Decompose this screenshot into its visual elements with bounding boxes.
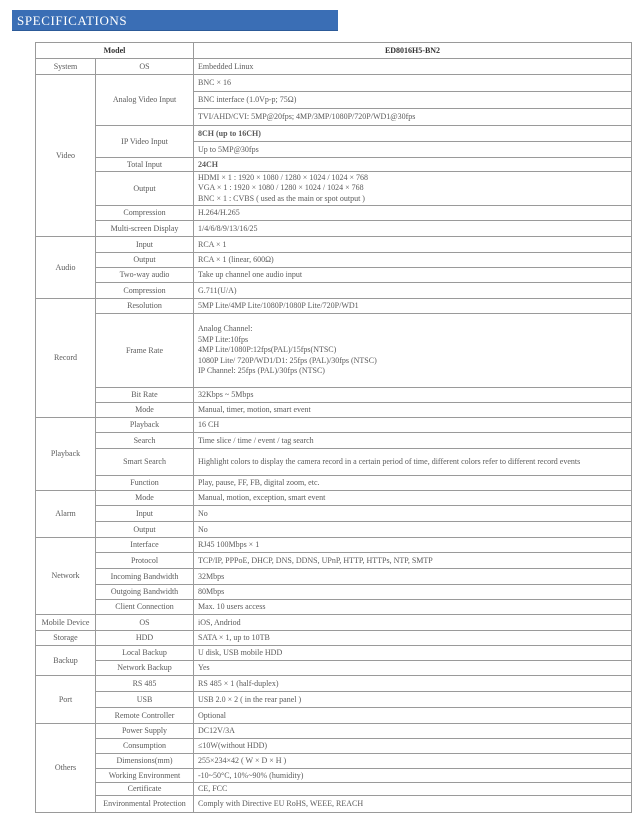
table-row (36, 221, 632, 237)
spec-value: iOS, Andriod (194, 615, 632, 631)
framerate-line: 4MP Lite/1080P:12fps(PAL)/15fps(NTSC) (198, 345, 337, 355)
spec-label: Output (96, 253, 194, 268)
spec-label: Two-way audio (96, 268, 194, 283)
table-row (36, 600, 632, 615)
spec-value: RS 485 × 1 (half-duplex) (194, 676, 632, 692)
spec-label: Working Environment (96, 769, 194, 783)
spec-label: Resolution (96, 299, 194, 314)
category-network: Network (36, 538, 96, 615)
table-row (36, 724, 632, 739)
spec-value: ≤10W(without HDD) (194, 739, 632, 754)
spec-value: RCA × 1 (linear, 600Ω) (194, 253, 632, 268)
spec-value: Play, pause, FF, FB, digital zoom, etc. (194, 476, 632, 491)
table-row (36, 769, 632, 783)
spec-label: Analog Video Input (96, 75, 194, 126)
spec-label: Protocol (96, 553, 194, 569)
table-row (36, 253, 632, 268)
spec-label: Input (96, 506, 194, 522)
spec-value: U disk, USB mobile HDD (194, 646, 632, 661)
table-row (36, 59, 632, 75)
table-row (36, 796, 632, 813)
spec-label: Frame Rate (96, 314, 194, 388)
spec-label: Total Input (96, 158, 194, 172)
output-line: VGA × 1 : 1920 × 1080 / 1280 × 1024 / 1024 × 768 (198, 183, 364, 193)
model-value: ED8016H5-BN2 (194, 43, 632, 59)
table-row (36, 615, 632, 631)
spec-label: Mode (96, 403, 194, 418)
spec-label: Smart Search (96, 449, 194, 476)
spec-label: Incoming Bandwidth (96, 569, 194, 585)
table-row (36, 403, 632, 418)
category-record: Record (36, 299, 96, 418)
framerate-line: 5MP Lite:10fps (198, 334, 249, 344)
spec-label: HDD (96, 631, 194, 646)
spec-value: 24CH (194, 158, 632, 172)
spec-label: Bit Rate (96, 388, 194, 403)
table-row (36, 569, 632, 585)
spec-label: Environmental Protection (96, 796, 194, 813)
spec-value: 8CH (up to 16CH) (194, 126, 632, 142)
table-header-row (36, 43, 632, 59)
category-storage: Storage (36, 631, 96, 646)
table-row (36, 299, 632, 314)
category-system: System (36, 59, 96, 75)
spec-value: No (194, 522, 632, 538)
spec-label: Consumption (96, 739, 194, 754)
spec-label: Function (96, 476, 194, 491)
spec-value: BNC interface (1.0Vp-p; 75Ω) (194, 92, 632, 109)
spec-value: TCP/IP, PPPoE, DHCP, DNS, DDNS, UPnP, HTTP, HTTPs, NTP, SMTP (194, 553, 632, 569)
spec-label: Compression (96, 206, 194, 221)
spec-value: Max. 10 users access (194, 600, 632, 615)
specifications-banner: SPECIFICATIONS (12, 10, 338, 31)
specifications-table (35, 42, 632, 813)
spec-value: Take up channel one audio input (194, 268, 632, 283)
spec-label: Network Backup (96, 661, 194, 676)
spec-label: RS 485 (96, 676, 194, 692)
spec-value: DC12V/3A (194, 724, 632, 739)
table-row (36, 418, 632, 433)
table-row (36, 314, 632, 388)
spec-label: Remote Controller (96, 708, 194, 724)
spec-label: Mode (96, 491, 194, 506)
spec-label: Power Supply (96, 724, 194, 739)
spec-value: 1/4/6/8/9/13/16/25 (194, 221, 632, 237)
table-row (36, 433, 632, 449)
spec-value: H.264/H.265 (194, 206, 632, 221)
framerate-line: Analog Channel: (198, 324, 253, 334)
spec-value: Manual, motion, exception, smart event (194, 491, 632, 506)
spec-label: Playback (96, 418, 194, 433)
spec-value: RCA × 1 (194, 237, 632, 253)
spec-value: Yes (194, 661, 632, 676)
table-row (36, 476, 632, 491)
spec-value: Highlight colors to display the camera record in a certain period of time, different colors refer to different record events (194, 449, 632, 476)
spec-value: Manual, timer, motion, smart event (194, 403, 632, 418)
category-backup: Backup (36, 646, 96, 676)
table-row (36, 237, 632, 253)
spec-label: Compression (96, 283, 194, 299)
spec-label: Local Backup (96, 646, 194, 661)
spec-value: 80Mbps (194, 585, 632, 600)
spec-value: TVI/AHD/CVI: 5MP@20fps; 4MP/3MP/1080P/720P/WD1@30fps (194, 109, 632, 126)
table-row (36, 631, 632, 646)
spec-label: Dimensions(mm) (96, 754, 194, 769)
spec-label: Multi-screen Display (96, 221, 194, 237)
spec-label: Certificate (96, 783, 194, 796)
category-playback: Playback (36, 418, 96, 491)
spec-label: USB (96, 692, 194, 708)
spec-value: 5MP Lite/4MP Lite/1080P/1080P Lite/720P/WD1 (194, 299, 632, 314)
table-row (36, 553, 632, 569)
table-row (36, 754, 632, 769)
spec-label: Input (96, 237, 194, 253)
spec-value: Optional (194, 708, 632, 724)
spec-value: Time slice / time / event / tag search (194, 433, 632, 449)
spec-label: Outgoing Bandwidth (96, 585, 194, 600)
table-row (36, 283, 632, 299)
table-row (36, 388, 632, 403)
spec-value: 32Kbps ~ 5Mbps (194, 388, 632, 403)
category-mobile-device: Mobile Device (36, 615, 96, 631)
category-audio: Audio (36, 237, 96, 299)
framerate-line: 1080P Lite/ 720P/WD1/D1: 25fps (PAL)/30fps (NTSC) (198, 355, 377, 365)
framerate-line: IP Channel: 25fps (PAL)/30fps (NTSC) (198, 366, 325, 376)
spec-value: USB 2.0 × 2 ( in the rear panel ) (194, 692, 632, 708)
spec-value: Embedded Linux (194, 59, 632, 75)
table-row (36, 708, 632, 724)
table-row (36, 206, 632, 221)
model-label: Model (36, 43, 194, 59)
category-alarm: Alarm (36, 491, 96, 538)
spec-label: OS (96, 59, 194, 75)
table-row (36, 268, 632, 283)
category-video: Video (36, 75, 96, 237)
spec-value: BNC × 16 (194, 75, 632, 92)
spec-label: Client Connection (96, 600, 194, 615)
table-row (36, 172, 632, 206)
table-row (36, 692, 632, 708)
table-row (36, 449, 632, 476)
table-row (36, 538, 632, 553)
table-row (36, 158, 632, 172)
output-line: HDMI × 1 : 1920 × 1080 / 1280 × 1024 / 1024 × 768 (198, 172, 369, 182)
table-row (36, 585, 632, 600)
table-row (36, 506, 632, 522)
table-row (36, 522, 632, 538)
table-row (36, 646, 632, 661)
spec-value (194, 172, 632, 206)
spec-label: Interface (96, 538, 194, 553)
spec-label: Output (96, 522, 194, 538)
spec-label: Output (96, 172, 194, 206)
spec-value: CE, FCC (194, 783, 632, 796)
spec-label: IP Video Input (96, 126, 194, 158)
spec-label: Search (96, 433, 194, 449)
spec-value: 16 CH (194, 418, 632, 433)
spec-value: 255×234×42 ( W × D × H ) (194, 754, 632, 769)
spec-value: 32Mbps (194, 569, 632, 585)
spec-value: Comply with Directive EU RoHS, WEEE, REACH (194, 796, 632, 813)
table-row (36, 126, 632, 142)
spec-value: G.711(U/A) (194, 283, 632, 299)
table-row (36, 676, 632, 692)
spec-value: No (194, 506, 632, 522)
category-others: Others (36, 724, 96, 813)
table-row (36, 75, 632, 92)
spec-value: Up to 5MP@30fps (194, 142, 632, 158)
spec-label: OS (96, 615, 194, 631)
table-row (36, 661, 632, 676)
table-row (36, 783, 632, 796)
output-line: BNC × 1 : CVBS ( used as the main or spot output ) (198, 193, 365, 203)
category-port: Port (36, 676, 96, 724)
table-row (36, 739, 632, 754)
spec-value: SATA × 1, up to 10TB (194, 631, 632, 646)
spec-value: RJ45 100Mbps × 1 (194, 538, 632, 553)
table-row (36, 491, 632, 506)
spec-value: -10~50°C, 10%~90% (humidity) (194, 769, 632, 783)
spec-value (194, 314, 632, 388)
